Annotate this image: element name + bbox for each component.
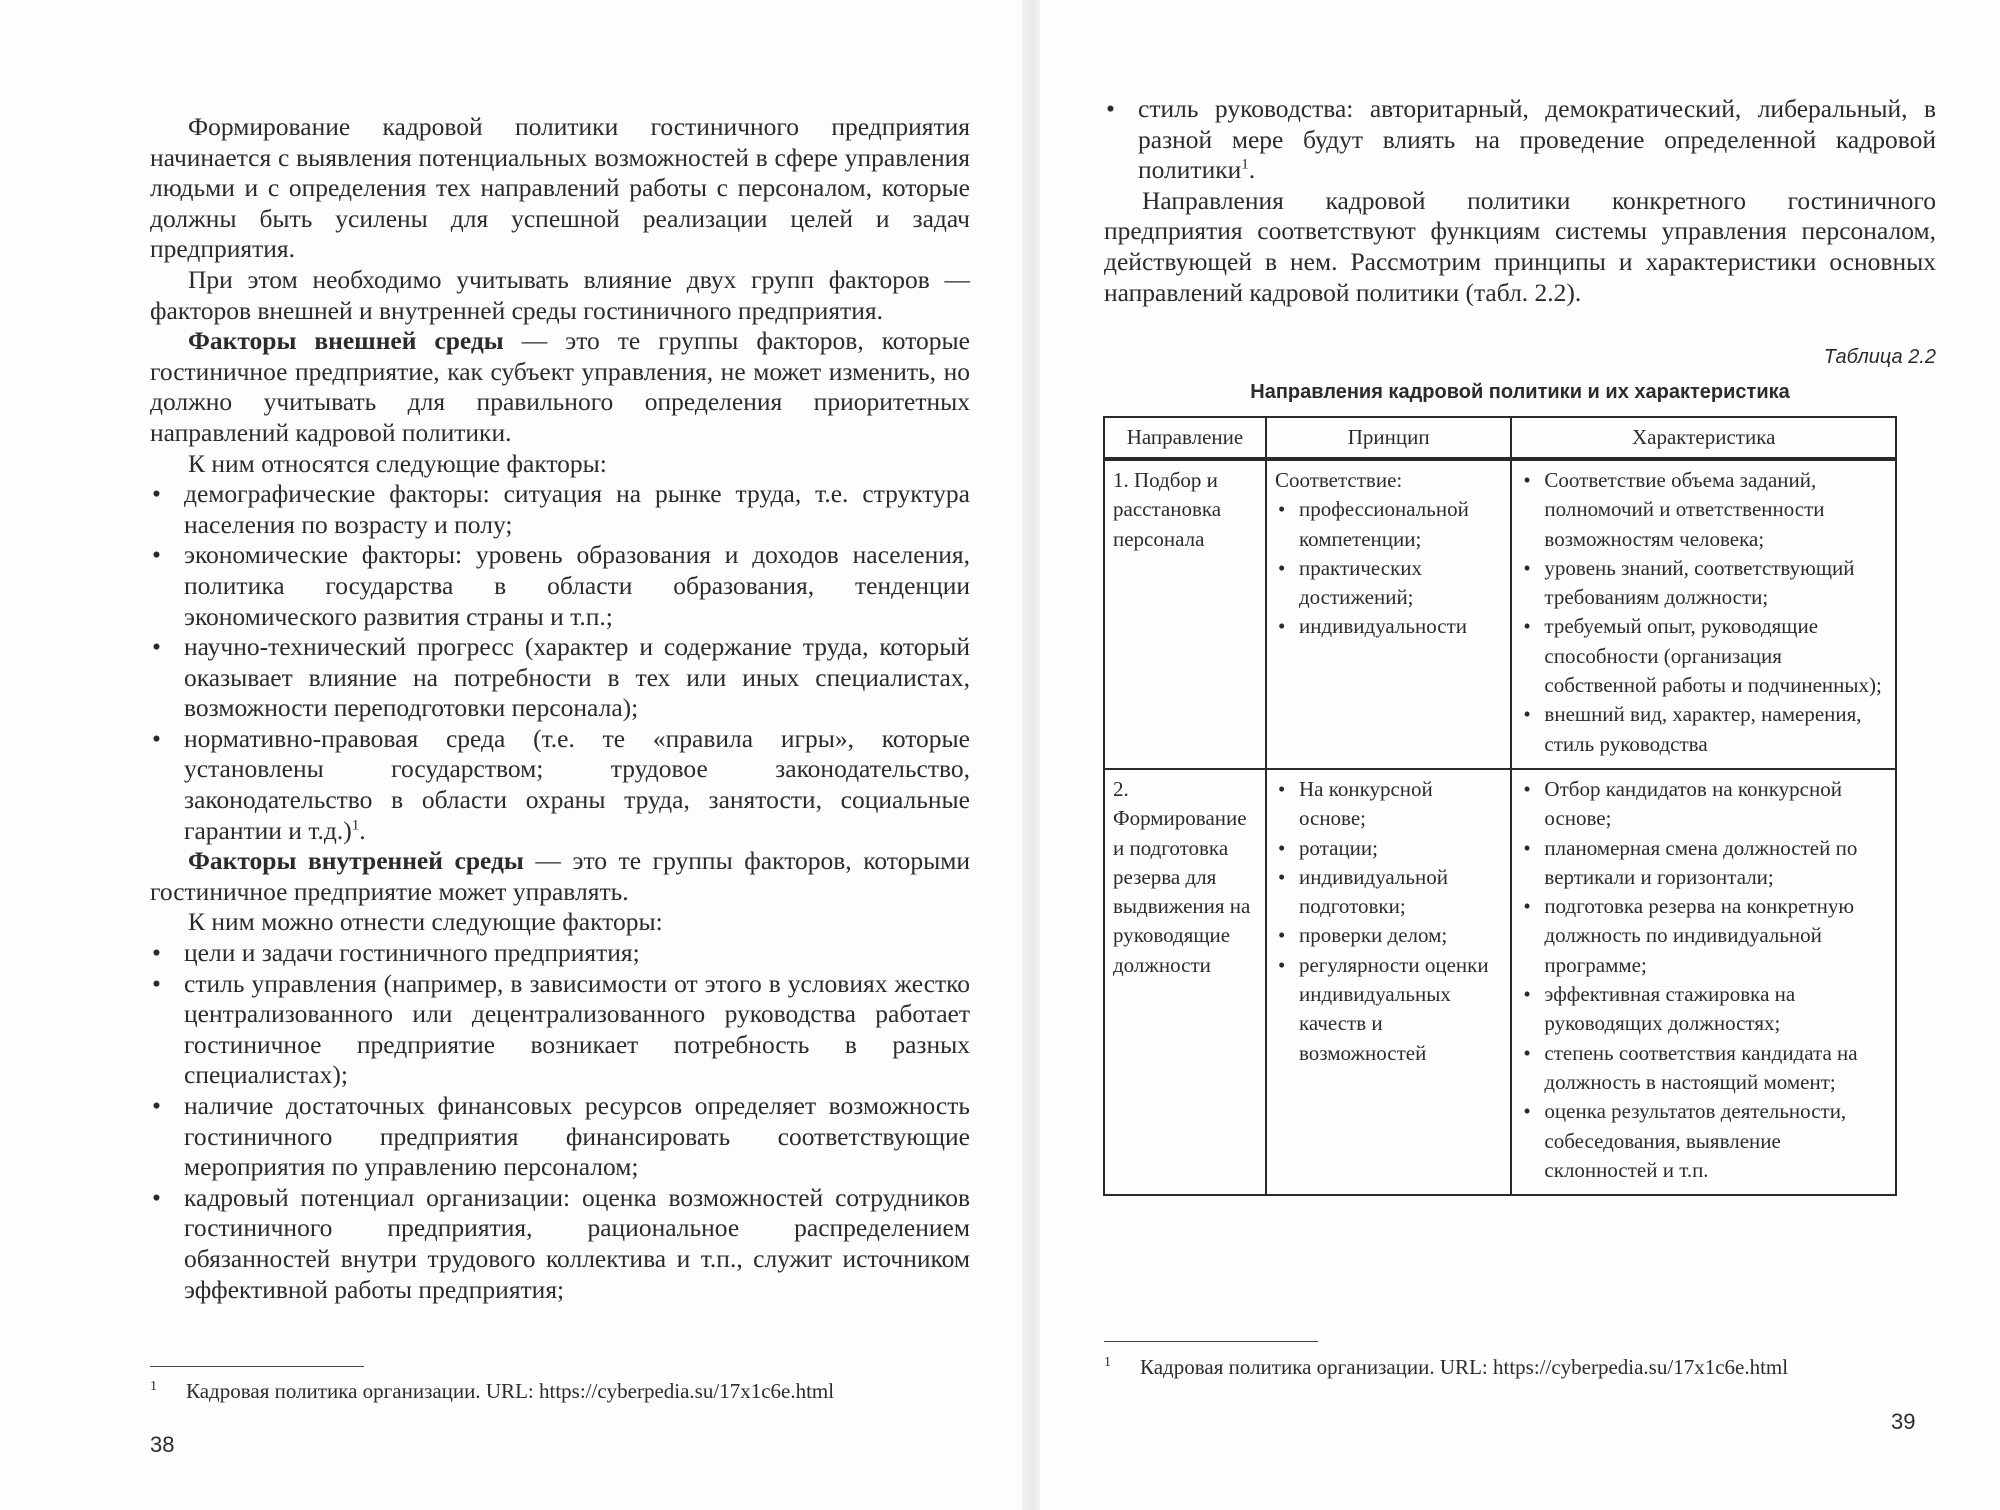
policy-table (1103, 416, 1897, 1196)
internal-factors-paragraph (150, 846, 970, 907)
list-item: • практических достижений; (1275, 554, 1502, 613)
column-header-direction: Направление (1104, 417, 1266, 459)
footnote-reference[interactable]: 1 (351, 817, 360, 834)
list-item: • оценка результатов деятельности, собеседования, выявление склонностей и т.п. (1520, 1097, 1887, 1185)
footnote (150, 1378, 970, 1404)
external-factors-term: Факторы внешней среды (188, 326, 504, 356)
table-label: Таблица 2.2 (1823, 346, 1936, 368)
direction-cell: 2. Формирование и подготовка резерва для выдвижения на руководящие должности (1104, 769, 1266, 1195)
footnote-mark: 1 (150, 1379, 157, 1394)
list-item: • Соответствие объема заданий, полномочий и ответственности возможностям человека; (1520, 466, 1887, 554)
list-item: • наличие достаточных финансовых ресурсов определяет возможность гостиничного предприятия финансировать соответствующие мероприятия по управлению персоналом; (150, 1091, 970, 1183)
list-item: • эффективная стажировка на руководящих должностях; (1520, 980, 1887, 1039)
internal-factors-intro: К ним можно отнести следующие факторы: (188, 907, 663, 937)
characteristic-list (1520, 775, 1887, 1185)
footnote-text: Кадровая политика организации. URL: https://cyberpedia.su/17x1c6e.html (186, 1379, 835, 1403)
book-gutter (1022, 0, 1042, 1510)
footnote-reference[interactable]: 1 (1241, 156, 1249, 173)
list-item: • На конкурсной основе; (1275, 775, 1502, 834)
external-factors-definition: — это те группы факторов, которые гостиничное предприятие, как субъект управления, не может изменить, но должно учитывать для правильного определения приоритетных направлений кадровой политики. (150, 326, 970, 447)
list-item: • подготовка резерва на конкретную должность по индивидуальной программе; (1520, 892, 1887, 980)
list-item: • регулярности оценки индивидуальных качеств и возможностей (1275, 951, 1502, 1068)
footnote-mark: 1 (1104, 1355, 1111, 1370)
list-item: • индивидуальной подготовки; (1275, 863, 1502, 922)
intro-paragraph: Формирование кадровой политики гостиничного предприятия начинается с выявления потенциальных возможностей в сфере управления людьми и с определения тех направлений работы с персоналом, которые должны быть усилены для успешной реализации целей и задач предприятия. (150, 112, 970, 264)
footnote (1104, 1354, 1944, 1380)
characteristic-cell (1511, 769, 1896, 1195)
internal-factors-list (150, 938, 970, 1305)
table-row (1104, 769, 1896, 1195)
list-item-text: нормативно-правовая среда (т.е. те «правила игры», которые установлены государством; трудовое законодательство, законодательство в области охраны труда, занятости, социальные гарантии и т.д.) (184, 723, 970, 845)
list-item: • кадровый потенциал организации: оценка возможностей сотрудников гостиничного предприятия, рациональное распределением обязанностей внутри трудового коллектива и т.п., служит источником эффективной работы предприятия; (150, 1183, 970, 1305)
internal-factors-definition: — это те группы факторов, которыми гостиничное предприятие может управлять. (150, 846, 970, 906)
column-header-characteristic: Характеристика (1511, 417, 1896, 459)
continued-list (1104, 94, 1936, 186)
characteristic-cell (1511, 459, 1896, 769)
principle-cell (1266, 769, 1511, 1195)
internal-factors-term: Факторы внутренней среды (188, 846, 524, 876)
external-factors-intro: К ним относятся следующие факторы: (188, 448, 607, 478)
list-item: • профессиональной компетенции; (1275, 495, 1502, 554)
list-item: • проверки делом; (1275, 921, 1502, 950)
list-item: • экономические факторы: уровень образования и доходов населения, политика государства в области образования, тенденции экономического развития страны и т.п.; (150, 540, 970, 632)
footnote-divider (1104, 1341, 1318, 1342)
table-intro-paragraph: Направления кадровой политики конкретного гостиничного предприятия соответствуют функциям системы управления персоналом, действующей в нем. Рассмотрим принципы и характеристики основных направлений кадровой политики (табл. 2.2). (1104, 185, 1936, 307)
right-page (1040, 0, 2000, 1510)
factors-paragraph: При этом необходимо учитывать влияние двух групп факторов — факторов внешней и внутренней среды гостиничного предприятия. (150, 264, 970, 325)
list-item: • стиль управления (например, в зависимости от этого в условиях жестко централизованного или децентрализованного руководства работает гостиничное предприятие возникает потребность в разных специалистах); (150, 969, 970, 1091)
list-item: • цели и задачи гостиничного предприятия; (150, 938, 970, 969)
table-row (1104, 459, 1896, 769)
right-page-body (1104, 94, 1936, 308)
list-item: • уровень знаний, соответствующий требованиям должности; (1520, 554, 1887, 613)
characteristic-list (1520, 466, 1887, 759)
list-item: • стиль руководства: авторитарный, демократический, либеральный, в разной мере будут влиять на проведение определенной кадровой политики$^1$. (1104, 94, 1936, 186)
page-number: 39 (1891, 1409, 1916, 1434)
direction-cell: 1. Подбор и расстановка персонала (1104, 459, 1266, 769)
list-item: • нормативно-правовая среда (т.е. те «правила игры», которые установлены государством; трудовое законодательство, законодательство в области охраны труда, занятости, социальные гарантии и т.д.)$^1$. (150, 724, 970, 846)
list-item: • индивидуальности (1275, 612, 1502, 641)
list-item: • демографические факторы: ситуация на рынке труда, т.е. структура населения по возрасту и полу; (150, 479, 970, 540)
principle-list (1275, 775, 1502, 1068)
footnote-text: Кадровая политика организации. URL: https://cyberpedia.su/17x1c6e.html (1140, 1355, 1789, 1379)
list-item: • требуемый опыт, руководящие способности (организация собственной работы и подчиненных); (1520, 612, 1887, 700)
list-item: • научно-технический прогресс (характер и содержание труда, который оказывает влияние на потребности в тех или иных специалистах, возможности переподготовки персонала); (150, 632, 970, 724)
table-title: Направления кадровой политики и их характеристика (1250, 381, 1790, 403)
list-item: • внешний вид, характер, намерения, стиль руководства (1520, 700, 1887, 759)
list-item: • ротации; (1275, 834, 1502, 863)
list-item: • степень соответствия кандидата на должность в настоящий момент; (1520, 1039, 1887, 1098)
external-factors-paragraph (150, 326, 970, 448)
principle-heading: Соответствие: (1274, 468, 1403, 492)
external-factors-list (150, 479, 970, 846)
principle-cell (1266, 459, 1511, 769)
table-header-row (1104, 417, 1896, 459)
list-item: • Отбор кандидатов на конкурсной основе; (1520, 775, 1887, 834)
principle-list (1275, 495, 1502, 641)
footnote-divider (150, 1366, 364, 1367)
left-page-body (150, 112, 970, 1305)
column-header-principle: Принцип (1266, 417, 1511, 459)
page-number: 38 (150, 1432, 175, 1457)
list-item: • планомерная смена должностей по вертикали и горизонтали; (1520, 834, 1887, 893)
list-item-text: стиль руководства: авторитарный, демократический, либеральный, в разной мере будут влиять на проведение определенной кадровой политики (1138, 94, 1936, 185)
